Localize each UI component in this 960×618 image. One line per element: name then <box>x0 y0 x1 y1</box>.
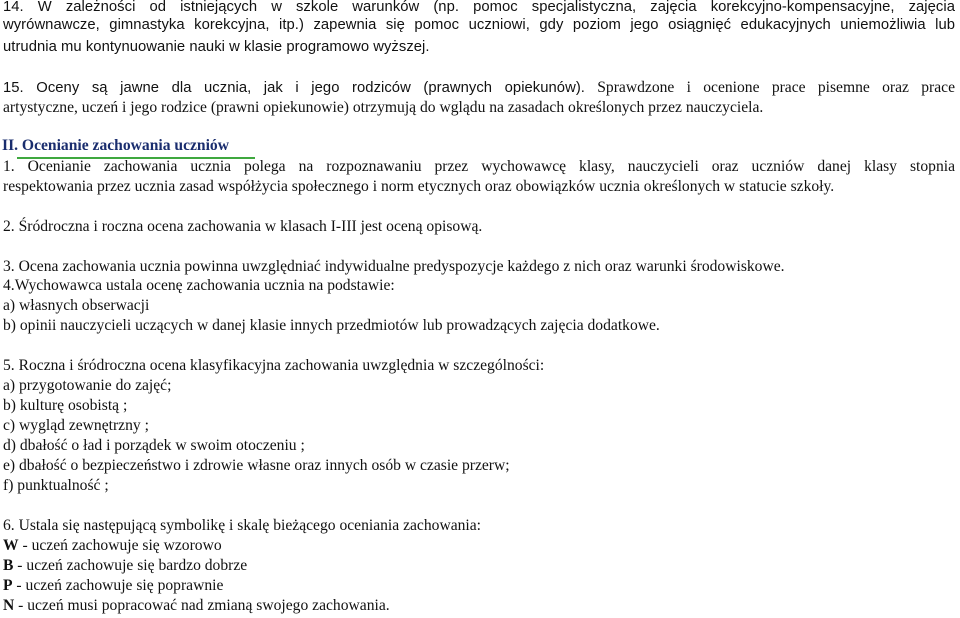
scale-text-b: - uczeń zachowuje się bardzo dobrze <box>13 557 248 574</box>
scale-letter-b: B <box>3 557 14 574</box>
paragraph-14-line-1: 14. W zależności od istniejących w szkole warunków (np. pomoc specjalistyczna, zajęcia korekcyjno-kompensacyjne, zajęcia <box>3 0 955 15</box>
scale-text-p: - uczeń zachowuje się poprawnie <box>12 577 224 594</box>
point-1-line-2: respektowania przez ucznia zasad współżycia społecznego i norm etycznych oraz obowiązków ucznia określonych w statucie szkoły. <box>3 178 835 195</box>
scale-text-n: - uczeń musi popracować nad zmianą swojego zachowania. <box>14 597 390 614</box>
point-2: 2. Śródroczna i roczna ocena zachowania w klasach I-III jest oceną opisową. <box>3 218 483 235</box>
point-5-item-c: c) wygląd zewnętrzny ; <box>3 417 149 434</box>
point-5: 5. Roczna i śródroczna ocena klasyfikacyjna zachowania uwzględnia w szczególności: <box>3 357 545 374</box>
point-3: 3. Ocena zachowania ucznia powinna uwzględniać indywidualne predyspozycje każdego z nich oraz warunki środowiskowe. <box>3 258 785 275</box>
point-5-item-f: f) punktualność ; <box>3 477 109 494</box>
point-5-item-a: a) przygotowanie do zajęć; <box>3 377 172 394</box>
point-6: 6. Ustala się następującą symbolikę i skalę bieżącego oceniania zachowania: <box>3 517 482 534</box>
paragraph-15-sans-part: 15. Oceny są jawne dla ucznia, jak i jego rodziców (prawnych opiekunów). <box>3 80 585 96</box>
scale-letter-w: W <box>3 537 19 554</box>
paragraph-14-line-3: utrudnia mu kontynuowanie nauki w klasie programowo wyższej. <box>3 39 430 55</box>
paragraph-15-line-2: artystyczne, uczeń i jego rodzice (prawni opiekunowie) otrzymują do wglądu na zasadach określonych przez nauczyciela. <box>3 99 764 116</box>
point-5-item-b: b) kulturę osobistą ; <box>3 397 128 414</box>
scale-letter-n: N <box>3 597 15 614</box>
paragraph-15-line-1 <box>3 79 955 97</box>
point-4-item-b: b) opinii nauczycieli uczących w danej klasie innych przedmiotów lub prowadzących zajęcia dodatkowe. <box>3 317 660 334</box>
point-1-line-1: 1. Ocenianie zachowania ucznia polega na rozpoznawaniu przez wychowawcę klasy, nauczycieli oraz uczniów danej klasy stopnia <box>3 158 955 175</box>
scale-item-n <box>3 597 390 615</box>
scale-letter-p: P <box>3 577 13 594</box>
paragraph-15-serif-part: Sprawdzone i ocenione prace pisemne oraz prace <box>584 79 955 96</box>
scale-item-p <box>3 577 223 595</box>
paragraph-14-line-2: wyrównawcze, gimnastyka korekcyjna, itp.) zapewnia się pomoc uczniowi, gdy poziom jego osiągnięć edukacyjnych uniemożliwia lub <box>3 17 955 33</box>
scale-text-w: - uczeń zachowuje się wzorowo <box>18 537 222 554</box>
point-4-item-a: a) własnych obserwacji <box>3 297 150 314</box>
section-heading: II. Ocenianie zachowania uczniów <box>2 137 229 154</box>
point-5-item-d: d) dbałość o ład i porządek w swoim otoczeniu ; <box>3 437 305 454</box>
point-4: 4.Wychowawca ustala ocenę zachowania ucznia na podstawie: <box>3 277 395 294</box>
point-5-item-e: e) dbałość o bezpieczeństwo i zdrowie własne oraz innych osób w czasie przerw; <box>3 457 510 474</box>
scale-item-b <box>3 557 247 575</box>
scale-item-w <box>3 537 222 555</box>
